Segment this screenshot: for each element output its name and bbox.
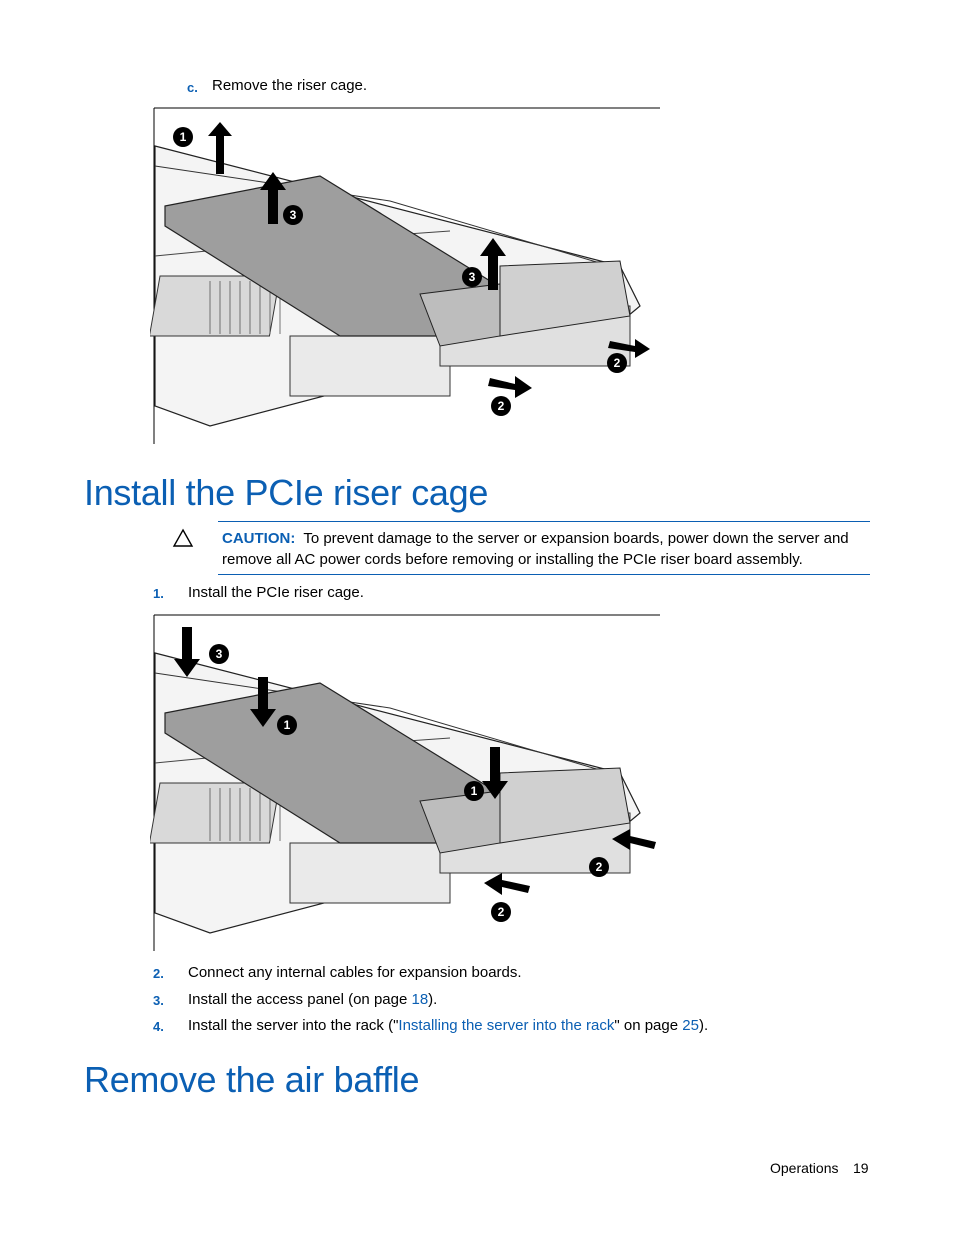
step-2-number: 2. bbox=[153, 966, 164, 981]
step-1-text: Install the PCIe riser cage. bbox=[188, 584, 364, 601]
section-title-install-pcie-riser-cage: Install the PCIe riser cage bbox=[84, 472, 489, 513]
footer-page-number: 19 bbox=[853, 1160, 869, 1176]
step-4-text bbox=[188, 1017, 708, 1034]
step-1-number: 1. bbox=[153, 586, 164, 601]
step-c-text: Remove the riser cage. bbox=[212, 77, 368, 94]
fig2-callout: 3 bbox=[215, 647, 223, 661]
step-3-text bbox=[188, 991, 437, 1008]
step-4-text-before: Install the server into the rack (" bbox=[188, 1017, 399, 1034]
section-title-remove-air-baffle: Remove the air baffle bbox=[84, 1059, 420, 1100]
step-4-number: 4. bbox=[153, 1019, 164, 1034]
fig2-callout: 1 bbox=[283, 718, 291, 732]
link-installing-server-into-rack[interactable]: Installing the server into the rack bbox=[398, 1017, 615, 1034]
step-c-number: c. bbox=[187, 80, 198, 95]
figure-install-riser-cage bbox=[150, 613, 662, 953]
step-4-text-mid: " on page bbox=[614, 1017, 683, 1034]
figure-remove-riser-cage bbox=[150, 106, 662, 446]
caution-box bbox=[218, 521, 870, 575]
fig2-callout: 2 bbox=[497, 905, 505, 919]
step-3-text-before: Install the access panel (on page bbox=[188, 991, 412, 1008]
footer-section-name: Operations bbox=[770, 1160, 839, 1176]
step-2-text: Connect any internal cables for expansion boards. bbox=[188, 964, 522, 981]
step-4-text-after: ). bbox=[698, 1017, 709, 1034]
fig2-callout: 1 bbox=[470, 784, 478, 798]
fig1-callout: 3 bbox=[468, 270, 476, 284]
step-3-number: 3. bbox=[153, 993, 164, 1008]
page-link-18[interactable]: 18 bbox=[411, 991, 429, 1008]
step-3-text-after: ). bbox=[428, 991, 438, 1008]
fig1-callout: 2 bbox=[613, 356, 621, 370]
fig1-callout: 2 bbox=[497, 399, 505, 413]
caution-triangle-icon bbox=[172, 528, 194, 548]
fig1-callout: 3 bbox=[289, 208, 297, 222]
page-link-25[interactable]: 25 bbox=[682, 1017, 699, 1034]
caution-label: CAUTION: bbox=[222, 530, 296, 547]
caution-text-block bbox=[222, 528, 870, 570]
fig2-callout: 2 bbox=[595, 860, 603, 874]
caution-text: To prevent damage to the server or expansion boards, power down the server and remove all AC power cords before removing or installing the PCIe riser board assembly. bbox=[222, 530, 849, 568]
fig1-callout: 1 bbox=[179, 130, 187, 144]
